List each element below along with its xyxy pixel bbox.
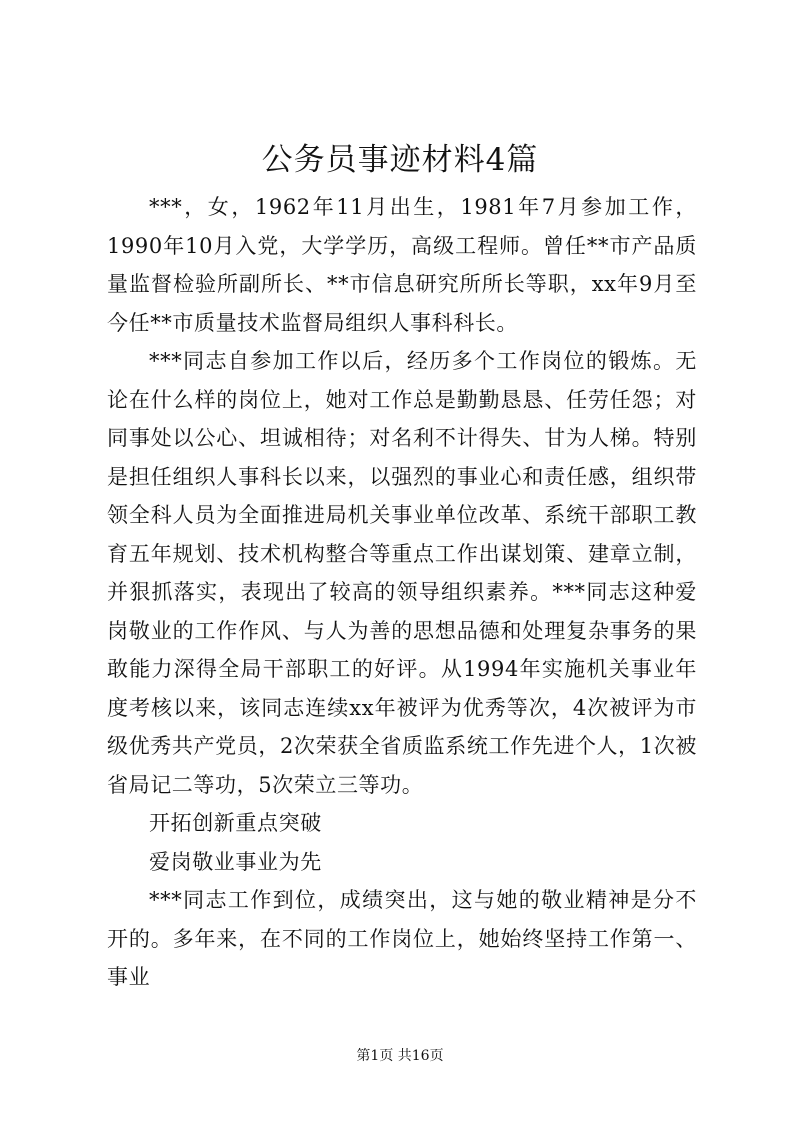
page-number-footer: 第1页 共16页: [356, 1048, 444, 1064]
paragraph-achievements: ***同志自参加工作以后，经历多个工作岗位的锻炼。无论在什么样的岗位上，她对工作总是勤勤恳恳、任劳任怨；对同事处以公心、坦诚相待；对名利不计得失、甘为人梯。特别是担任组织人事科长以来，以强烈的事业心和责任感，组织带领全科人员为全面推进局机关事业单位改革、系统干部职工教育五年规划、技术机构整合等重点工作出谋划策、建章立制，并狠抓落实，表现出了较高的领导组织素养。***同志这种爱岗敬业的工作作风、与人为善的思想品德和处理复杂事务的果敢能力深得全局干部职工的好评。从1994年实施机关事业年度考核以来，该同志连续xx年被评为优秀等次，4次被评为市级优秀共产党员，2次荣获全省质监系统工作先进个人，1次被省局记二等功，5次荣立三等功。: [107, 349, 697, 797]
document-title: 公务员事迹材料4篇: [261, 142, 539, 178]
section-heading-dedication: 爱岗敬业事业为先: [149, 849, 322, 874]
section-heading-innovation: 开拓创新重点突破: [149, 811, 322, 835]
paragraph-profile: ***，女，1962年11月出生，1981年7月参加工作，1990年10月入党，大学学历，高级工程师。曾任**市产品质量监督检验所副所长、**市信息研究所所长等职，xx年9月至今任**市质量技术监督局组织人事科科长。: [107, 195, 697, 335]
document-body: [107, 188, 697, 997]
paragraph-dedication: ***同志工作到位，成绩突出，这与她的敬业精神是分不开的。多年来，在不同的工作岗位上，她始终坚持工作第一、事业: [107, 888, 697, 989]
